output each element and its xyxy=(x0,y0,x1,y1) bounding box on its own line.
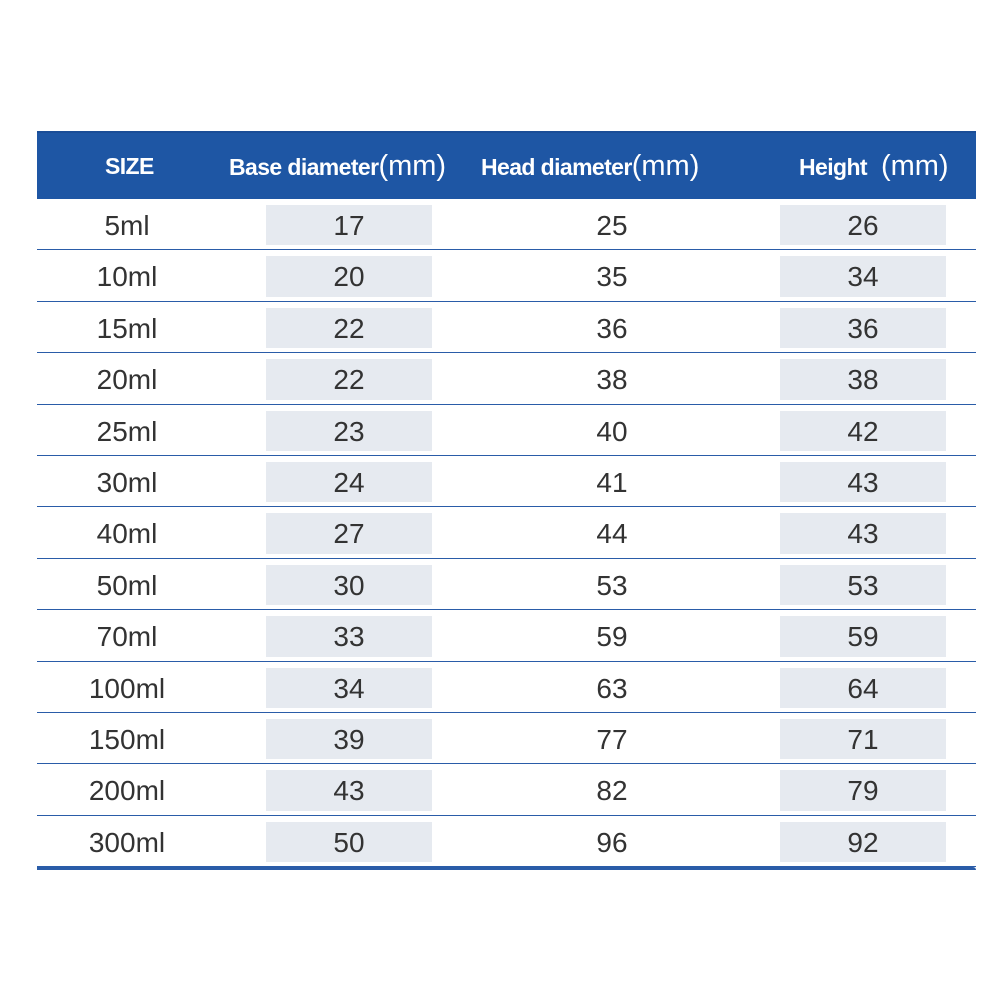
table-row xyxy=(37,353,976,404)
cell-base-diameter: 27 xyxy=(333,518,365,550)
cell-size: 40ml xyxy=(96,518,158,550)
table-row xyxy=(37,302,976,353)
cell-base-diameter: 20 xyxy=(333,261,365,293)
cell-size: 20ml xyxy=(96,364,158,396)
header-height-unit: (mm) xyxy=(880,150,949,182)
table-row xyxy=(37,405,976,456)
table-row xyxy=(37,507,976,558)
table-row xyxy=(37,662,976,713)
cell-head-diameter: 44 xyxy=(596,518,628,550)
cell-base-diameter: 17 xyxy=(333,210,365,241)
table-body xyxy=(37,199,976,867)
cell-base-diameter: 50 xyxy=(333,826,365,858)
cell-height: 42 xyxy=(847,415,879,447)
cell-head-diameter: 41 xyxy=(596,466,628,498)
cell-head-diameter: 77 xyxy=(596,723,628,755)
cell-height: 53 xyxy=(847,569,879,601)
table-row xyxy=(37,559,976,610)
table-row xyxy=(37,610,976,661)
cell-size: 25ml xyxy=(96,415,158,447)
cell-height: 43 xyxy=(847,518,879,550)
cell-height: 71 xyxy=(847,723,879,755)
cell-head-diameter: 36 xyxy=(596,312,628,344)
cell-head-diameter: 35 xyxy=(596,261,628,293)
header-head-unit: (mm) xyxy=(631,150,700,182)
cell-size: 5ml xyxy=(104,210,150,241)
cell-height: 38 xyxy=(847,364,879,396)
cell-base-diameter: 24 xyxy=(333,466,365,498)
cell-head-diameter: 63 xyxy=(596,672,628,704)
cell-base-diameter: 33 xyxy=(333,621,365,653)
table-header xyxy=(37,131,976,199)
header-head-diameter: Head diameter(mm) xyxy=(481,150,700,182)
header-size: SIZE xyxy=(105,153,154,179)
cell-height: 64 xyxy=(847,672,879,704)
cell-base-diameter: 22 xyxy=(333,364,365,396)
cell-head-diameter: 96 xyxy=(596,826,628,858)
cell-size: 10ml xyxy=(96,261,158,293)
cell-size: 100ml xyxy=(88,672,166,704)
header-base-unit: (mm) xyxy=(378,150,447,182)
cell-height: 59 xyxy=(847,621,879,653)
cell-size: 30ml xyxy=(96,466,158,498)
header-base-diameter: Base diameter(mm) xyxy=(229,150,447,182)
cell-height: 34 xyxy=(847,261,879,293)
cell-size: 50ml xyxy=(96,569,158,601)
cell-size: 300ml xyxy=(88,826,166,858)
cell-base-diameter: 22 xyxy=(333,312,365,344)
cell-head-diameter: 82 xyxy=(596,775,628,807)
cell-size: 15ml xyxy=(96,312,158,344)
cell-head-diameter: 38 xyxy=(596,364,628,396)
table-row xyxy=(37,199,976,250)
table-row xyxy=(37,764,976,815)
cell-size: 70ml xyxy=(96,621,158,653)
size-table xyxy=(37,131,976,867)
table-row xyxy=(37,713,976,764)
cell-head-diameter: 25 xyxy=(596,210,628,241)
cell-height: 26 xyxy=(847,210,879,241)
cell-head-diameter: 59 xyxy=(596,621,628,653)
cell-base-diameter: 43 xyxy=(333,775,365,807)
cell-height: 79 xyxy=(847,775,879,807)
cell-height: 36 xyxy=(847,312,879,344)
table-row xyxy=(37,816,976,867)
cell-head-diameter: 53 xyxy=(596,569,628,601)
table-row xyxy=(37,250,976,301)
cell-base-diameter: 34 xyxy=(333,672,365,704)
cell-base-diameter: 23 xyxy=(333,415,365,447)
table-bottom-border xyxy=(37,867,976,870)
cell-height: 92 xyxy=(847,826,879,858)
header-height: Height (mm) xyxy=(799,150,949,182)
cell-base-diameter: 30 xyxy=(333,569,365,601)
cell-head-diameter: 40 xyxy=(596,415,628,447)
cell-size: 150ml xyxy=(88,723,166,755)
cell-base-diameter: 39 xyxy=(333,723,365,755)
cell-size: 200ml xyxy=(88,775,166,807)
table-row xyxy=(37,456,976,507)
cell-height: 43 xyxy=(847,466,879,498)
